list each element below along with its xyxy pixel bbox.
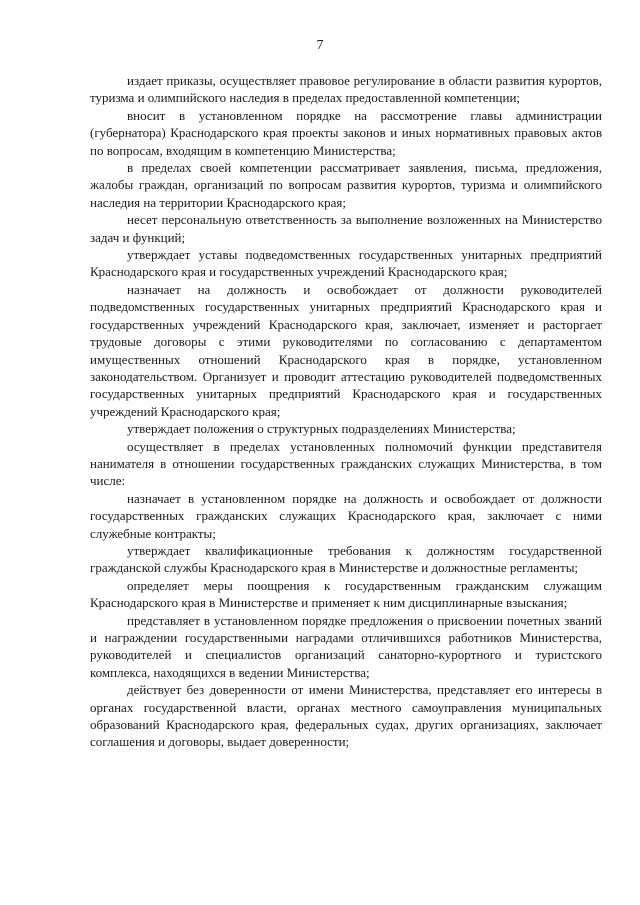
paragraph-2: вносит в установленном порядке на рассмотрение главы администрации (губернатора) Краснодарского края проекты законов и иных нормативных правовых актов по вопросам, входящим в компетенцию Министерства; (90, 107, 602, 158)
page-number: 7 (316, 38, 324, 53)
paragraph-7: утверждает положения о структурных подразделениях Министерства; (127, 421, 516, 437)
paragraph-6: назначает на должность и освобождает от должности руководителей подведомственных государственных унитарных предприятий Краснодарского края и государственных учреждений Краснодарского края, заключает, изменяет и расторгает трудовые договоры с этими руководителями по согласованию с департаментом имущественных отношений Краснодарского края в порядке, установленном законодательством. Организует и проводит аттестацию руководителей подведомственных государственных унитарных предприятий Краснодарского края и государственных учреждений Краснодарского края; (90, 281, 602, 419)
document-body (90, 72, 602, 751)
paragraph-11: определяет меры поощрения к государственным гражданским служащим Краснодарского края в Министерстве и применяет к ним дисциплинарные взыскания; (90, 577, 602, 611)
paragraph-4: несет персональную ответственность за выполнение возложенных на Министерство задач и функций; (90, 212, 602, 245)
paragraph-9: назначает в установленном порядке на должность и освобождает от должности государственных гражданских служащих Краснодарского края, заключает с ними служебные контракты; (90, 490, 602, 541)
paragraph-8: осуществляет в пределах установленных полномочий функции представителя нанимателя в отношении государственных гражданских служащих Министерства, в том числе: (90, 438, 602, 489)
paragraph-13: действует без доверенности от имени Министерства, представляет его интересы в органах государственной власти, органах местного самоуправления муниципальных образований Краснодарского края, федеральных судах, других организациях, заключает соглашения и договоры, выдает доверенности; (90, 682, 602, 750)
paragraph-5: утверждает уставы подведомственных государственных унитарных предприятий Краснодарского края и государственных учреждений Краснодарского края; (90, 247, 602, 280)
paragraph-12: представляет в установленном порядке предложения о присвоении почетных званий и награждении государственными наградами отличившихся работников Министерства, руководителей и специалистов организаций санаторно-курортного и туристского комплекса, находящихся в ведении Министерства; (90, 612, 602, 680)
paragraph-10: утверждает квалификационные требования к должностям государственной гражданской службы Краснодарского края в Министерстве и должностные регламенты; (90, 542, 602, 576)
paragraph-3: в пределах своей компетенции рассматривает заявления, письма, предложения, жалобы граждан, организаций по вопросам развития курортов, туризма и олимпийского наследия на территории Краснодарского края; (90, 160, 602, 210)
paragraph-1: издает приказы, осуществляет правовое регулирование в области развития курортов, туризма и олимпийского наследия в пределах предоставленной компетенции; (90, 73, 602, 106)
